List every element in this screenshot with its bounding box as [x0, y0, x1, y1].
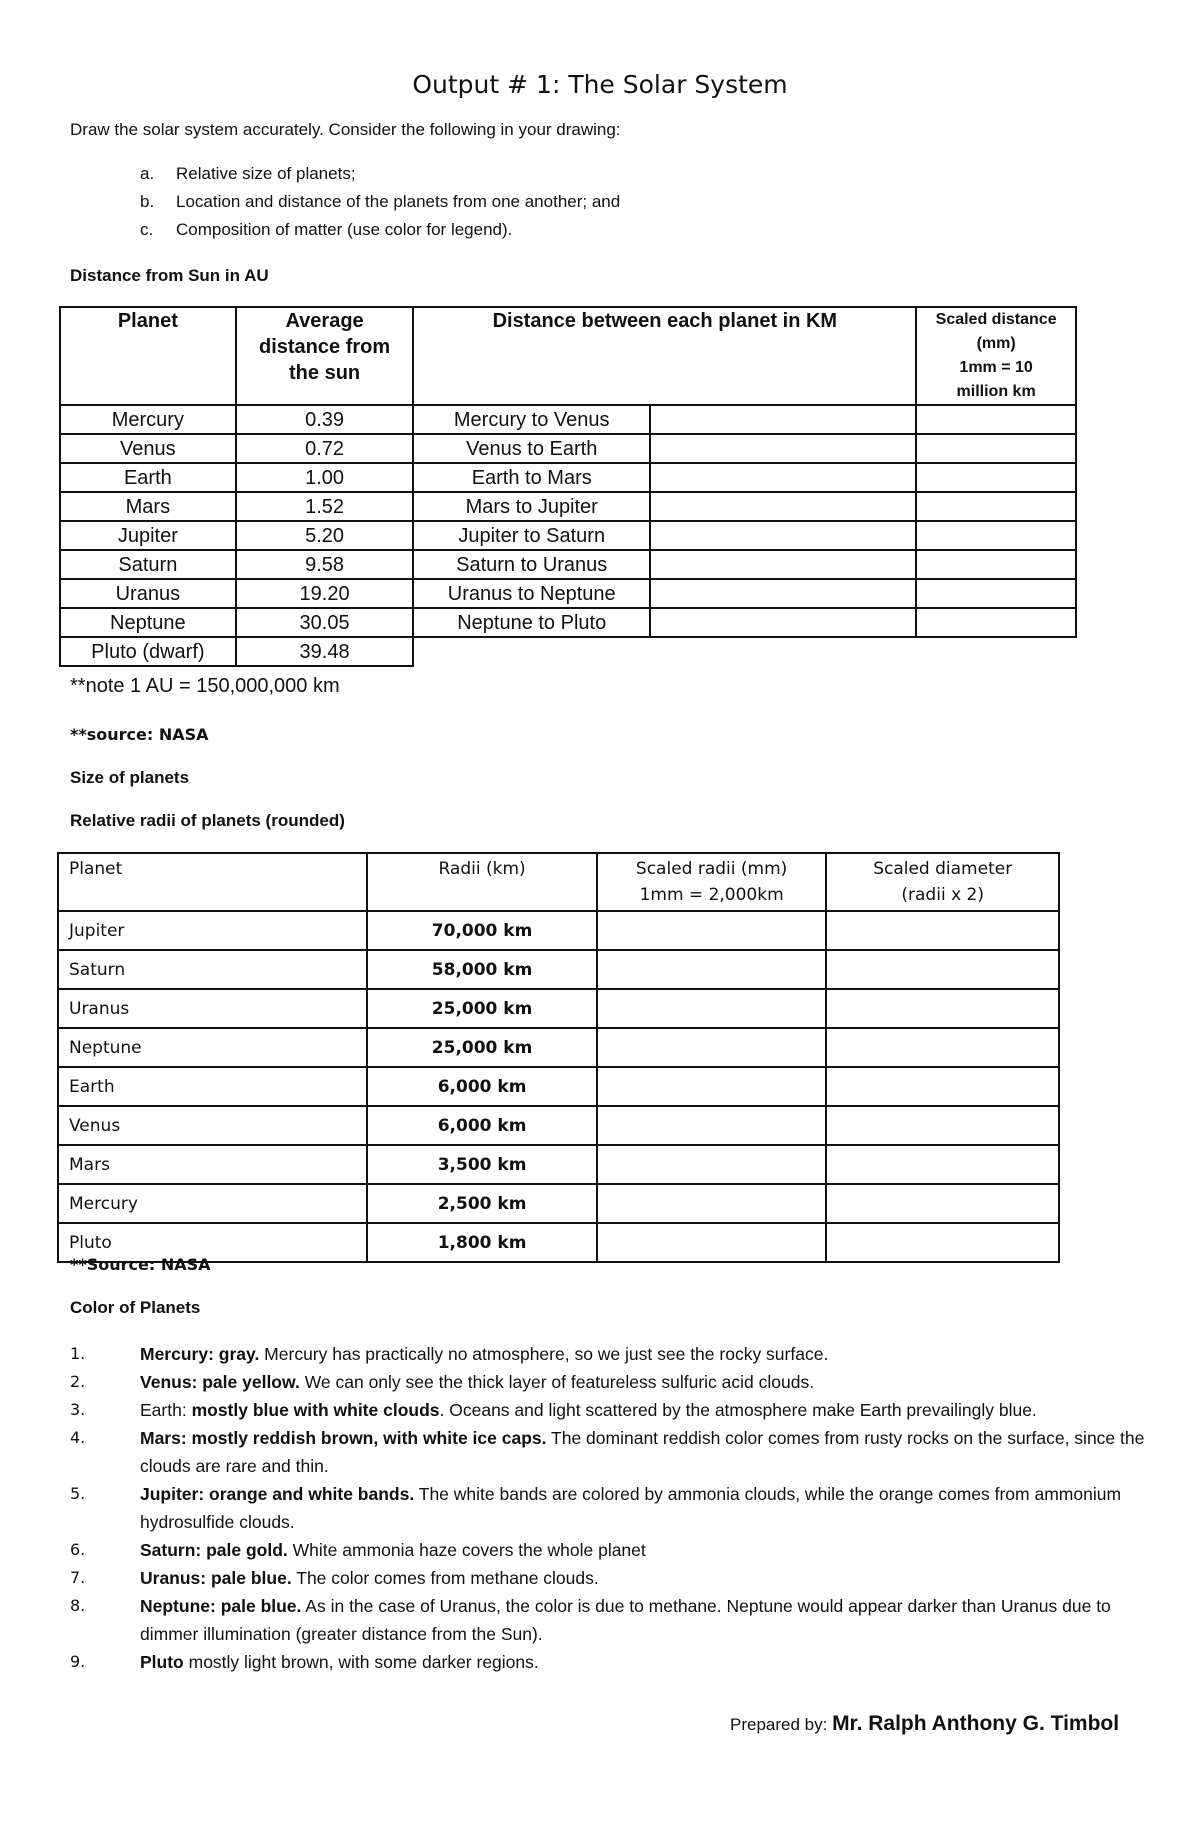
page-title: Output # 1: The Solar System	[412, 70, 788, 99]
blank-cell[interactable]	[826, 1223, 1059, 1262]
list-item: 7. Uranus: pale blue. The color comes from methane clouds.	[70, 1568, 599, 1588]
scaled-distance-header: Scaled distance (mm) 1mm = 10 million km	[916, 307, 1076, 405]
radii-heading: Relative radii of planets (rounded)	[70, 811, 345, 830]
prepared-by	[730, 1712, 1119, 1736]
consideration-item: b. Location and distance of the planets from one another; and	[140, 192, 621, 211]
blank-cell[interactable]	[916, 579, 1076, 608]
scaled-radii-header: Scaled radii (mm) 1mm = 2,000km	[597, 853, 827, 911]
planet-color-list	[70, 1340, 1150, 1676]
blank-cell[interactable]	[650, 550, 916, 579]
blank-cell[interactable]	[650, 463, 916, 492]
distance-heading: Distance from Sun in AU	[70, 266, 269, 285]
table-row: Pluto 1,800 km	[58, 1223, 1059, 1262]
blank-cell[interactable]	[916, 463, 1076, 492]
table-row: Mars 1.52 Mars to Jupiter	[60, 492, 1076, 521]
table-row: Saturn 58,000 km	[58, 950, 1059, 989]
planet-header: Planet	[60, 307, 236, 405]
table-row: Pluto (dwarf) 39.48	[60, 637, 1076, 666]
list-item: 5. Jupiter: orange and white bands. The white bands are colored by ammonia clouds, while the orange comes from ammonium hydrosulfide clouds.	[70, 1484, 1122, 1532]
color-heading: Color of Planets	[70, 1298, 201, 1317]
blank-cell[interactable]	[826, 989, 1059, 1028]
table-row: Uranus 25,000 km	[58, 989, 1059, 1028]
prepared-label: Prepared by:	[730, 1715, 833, 1734]
table-row: Mercury 2,500 km	[58, 1184, 1059, 1223]
distance-table	[59, 306, 1077, 667]
blank-cell[interactable]	[826, 950, 1059, 989]
blank-cell[interactable]	[597, 950, 827, 989]
between-header: Distance between each planet in KM	[413, 307, 916, 405]
list-item: 1. Mercury: gray. Mercury has practically no atmosphere, so we just see the rocky surface.	[70, 1344, 829, 1364]
blank-cell[interactable]	[650, 608, 916, 637]
blank-cell[interactable]	[916, 434, 1076, 463]
blank-cell[interactable]	[826, 1106, 1059, 1145]
radii-header: Radii (km)	[367, 853, 597, 911]
consideration-item: a. Relative size of planets;	[140, 164, 356, 183]
table-row: Jupiter 5.20 Jupiter to Saturn	[60, 521, 1076, 550]
table-row: Venus 0.72 Venus to Earth	[60, 434, 1076, 463]
table-row: Venus 6,000 km	[58, 1106, 1059, 1145]
blank-cell[interactable]	[916, 405, 1076, 434]
table-row: Earth 1.00 Earth to Mars	[60, 463, 1076, 492]
blank-cell[interactable]	[597, 911, 827, 950]
list-item: 3. Earth: mostly blue with white clouds. Oceans and light scattered by the atmosphere make Earth prevailingly blue.	[70, 1400, 1037, 1420]
blank-cell[interactable]	[597, 1223, 827, 1262]
table-row: Mercury 0.39 Mercury to Venus	[60, 405, 1076, 434]
blank-cell[interactable]	[650, 521, 916, 550]
blank-cell[interactable]	[597, 989, 827, 1028]
blank-cell[interactable]	[826, 1067, 1059, 1106]
considerations-list	[140, 160, 620, 244]
consideration-item: c. Composition of matter (use color for legend).	[140, 220, 513, 239]
blank-cell[interactable]	[826, 1184, 1059, 1223]
source-note: **source: NASA	[70, 725, 209, 744]
avg-distance-header: Average distance from the sun	[236, 307, 414, 405]
table-row: Neptune 30.05 Neptune to Pluto	[60, 608, 1076, 637]
list-item: 2. Venus: pale yellow. We can only see the thick layer of featureless sulfuric acid clouds.	[70, 1372, 815, 1392]
blank-cell[interactable]	[916, 521, 1076, 550]
blank-cell[interactable]	[826, 1028, 1059, 1067]
source-note: **Source: NASA	[70, 1255, 211, 1274]
size-heading: Size of planets	[70, 768, 190, 787]
blank-cell[interactable]	[597, 1145, 827, 1184]
blank-cell[interactable]	[650, 434, 916, 463]
list-item: 6. Saturn: pale gold. White ammonia haze covers the whole planet	[70, 1540, 646, 1560]
table-row: Uranus 19.20 Uranus to Neptune	[60, 579, 1076, 608]
blank-cell[interactable]	[916, 550, 1076, 579]
table-header-row	[60, 307, 1076, 405]
blank-cell[interactable]	[826, 1145, 1059, 1184]
blank-cell[interactable]	[916, 608, 1076, 637]
list-item: 9. Pluto mostly light brown, with some darker regions.	[70, 1652, 539, 1672]
author-name: Mr. Ralph Anthony G. Timbol	[832, 1712, 1120, 1735]
table-row: Mars 3,500 km	[58, 1145, 1059, 1184]
radii-table	[57, 852, 1060, 1263]
planet-header: Planet	[58, 853, 367, 911]
blank-cell[interactable]	[597, 1106, 827, 1145]
blank-cell[interactable]	[650, 405, 916, 434]
instructions-text: Draw the solar system accurately. Consider the following in your drawing:	[70, 120, 621, 139]
blank-cell[interactable]	[650, 492, 916, 521]
list-item: 8. Neptune: pale blue. As in the case of Uranus, the color is due to methane. Neptune would appear darker than Uranus due to dimmer illumination (greater distance from the Sun).	[70, 1596, 1111, 1644]
table-row: Jupiter 70,000 km	[58, 911, 1059, 950]
blank-cell[interactable]	[650, 579, 916, 608]
scaled-diameter-header: Scaled diameter (radii x 2)	[826, 853, 1059, 911]
table-row: Neptune 25,000 km	[58, 1028, 1059, 1067]
blank-cell[interactable]	[826, 911, 1059, 950]
blank-cell[interactable]	[916, 492, 1076, 521]
table-row: Saturn 9.58 Saturn to Uranus	[60, 550, 1076, 579]
blank-cell[interactable]	[597, 1067, 827, 1106]
blank-cell[interactable]	[597, 1028, 827, 1067]
au-note: **note 1 AU = 150,000,000 km	[70, 675, 340, 697]
blank-cell[interactable]	[597, 1184, 827, 1223]
table-row: Earth 6,000 km	[58, 1067, 1059, 1106]
list-item: 4. Mars: mostly reddish brown, with white ice caps. The dominant reddish color comes from rusty rocks on the surface, since the clouds are rare and thin.	[70, 1428, 1145, 1476]
table-header-row	[58, 853, 1059, 911]
